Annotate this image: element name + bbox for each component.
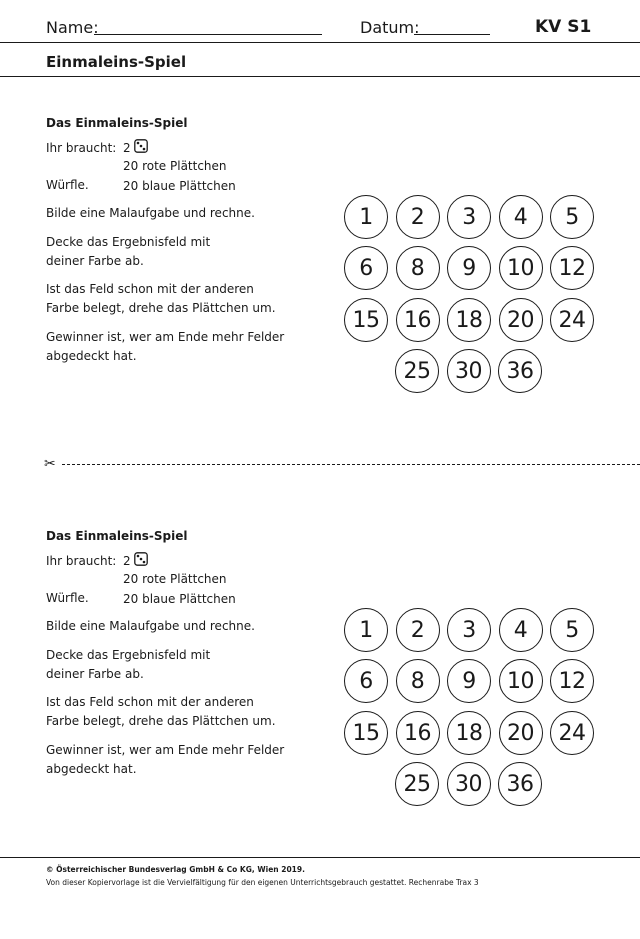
material-item: 20 rote Plättchen (123, 572, 227, 586)
instruction-line: Ist das Feld schon mit der anderen (46, 695, 254, 709)
materials-list (123, 570, 236, 609)
footer-rule (0, 857, 640, 858)
instruction-line: Gewinner ist, wer am Ende mehr Felder (46, 330, 285, 344)
board-field[interactable]: 24 (550, 298, 594, 342)
section-title: Das Einmaleins-Spiel (46, 529, 188, 543)
board-field[interactable]: 8 (396, 246, 440, 290)
board-field[interactable]: 9 (447, 659, 491, 703)
board-field[interactable]: 30 (447, 762, 491, 806)
instruction-line: Farbe belegt, drehe das Plättchen um. (46, 714, 276, 728)
board-field[interactable]: 24 (550, 711, 594, 755)
instruction-step (46, 589, 89, 608)
instruction-step (46, 693, 276, 731)
board-field[interactable]: 5 (550, 608, 594, 652)
die-three-icon (134, 552, 148, 566)
board-field[interactable]: 30 (447, 349, 491, 393)
instruction-step (46, 233, 210, 271)
material-item: 20 blaue Plättchen (123, 591, 236, 606)
instruction-line: Farbe belegt, drehe das Plättchen um. (46, 301, 276, 315)
date-label: Datum: (360, 18, 420, 37)
need-count: 2 (123, 141, 131, 155)
board-field[interactable]: 9 (447, 246, 491, 290)
worksheet-code: KV S1 (535, 17, 592, 37)
board-field[interactable]: 8 (396, 659, 440, 703)
board-field[interactable]: 1 (344, 608, 388, 652)
instruction-line: Ist das Feld schon mit der anderen (46, 282, 254, 296)
board-field[interactable]: 16 (396, 711, 440, 755)
instruction-step (46, 176, 89, 195)
board-field[interactable]: 18 (447, 711, 491, 755)
instruction-step (46, 204, 255, 223)
board-field[interactable]: 16 (396, 298, 440, 342)
need-label: Ihr braucht: (46, 554, 117, 568)
board-field[interactable]: 20 (499, 298, 543, 342)
cut-line (62, 464, 640, 465)
instruction-line: Decke das Ergebnisfeld mit (46, 235, 211, 249)
die-three-icon (134, 139, 148, 153)
board-field[interactable]: 3 (447, 195, 491, 239)
instruction-step (46, 328, 284, 366)
board-field[interactable]: 10 (499, 659, 543, 703)
instruction-line: deiner Farbe ab. (46, 254, 144, 268)
materials-list (123, 157, 236, 196)
instruction-line: Würfle. (46, 178, 89, 192)
section-title: Das Einmaleins-Spiel (46, 116, 188, 130)
need-count: 2 (123, 554, 131, 568)
board-field[interactable]: 6 (344, 246, 388, 290)
board-field[interactable]: 36 (498, 762, 542, 806)
board-field[interactable]: 2 (396, 195, 440, 239)
page-title: Einmaleins-Spiel (46, 53, 187, 71)
board-field[interactable]: 15 (344, 298, 388, 342)
instruction-line: Würfle. (46, 591, 89, 605)
board-field[interactable]: 2 (396, 608, 440, 652)
board-field[interactable]: 15 (344, 711, 388, 755)
material-item: 20 rote Plättchen (123, 159, 227, 173)
instruction-line: abgedeckt hat. (46, 762, 137, 776)
board-field[interactable]: 6 (344, 659, 388, 703)
title-rule (0, 76, 640, 77)
footer-note: Von dieser Kopiervorlage ist die Vervielfältigung für den eigenen Unterrichtsgebrauch gestattet. Rechenrabe Trax 3 (46, 878, 479, 887)
instruction-line: Bilde eine Malaufgabe und rechne. (46, 206, 255, 220)
board-field[interactable]: 12 (550, 659, 594, 703)
board-field[interactable]: 5 (550, 195, 594, 239)
board-field[interactable]: 25 (395, 349, 439, 393)
board-field[interactable]: 18 (447, 298, 491, 342)
instruction-step (46, 280, 276, 318)
board-field[interactable]: 10 (499, 246, 543, 290)
board-field[interactable]: 4 (499, 195, 543, 239)
need-label: Ihr braucht: (46, 141, 117, 155)
footer-copyright: © Österreichischer Bundesverlag GmbH & Co KG, Wien 2019. (46, 865, 305, 874)
board-field[interactable]: 20 (499, 711, 543, 755)
instruction-line: Bilde eine Malaufgabe und rechne. (46, 619, 255, 633)
board-field[interactable]: 4 (499, 608, 543, 652)
instruction-step (46, 617, 255, 636)
board-field[interactable]: 3 (447, 608, 491, 652)
instruction-line: Decke das Ergebnisfeld mit (46, 648, 211, 662)
name-field[interactable] (94, 34, 322, 35)
board-field[interactable]: 25 (395, 762, 439, 806)
instruction-step (46, 741, 284, 779)
name-label: Name: (46, 18, 99, 37)
instruction-step (46, 646, 210, 684)
date-field[interactable] (414, 34, 490, 35)
instruction-line: abgedeckt hat. (46, 349, 137, 363)
instruction-line: Gewinner ist, wer am Ende mehr Felder (46, 743, 285, 757)
header-rule (0, 42, 640, 43)
material-item: 20 blaue Plättchen (123, 178, 236, 193)
board-field[interactable]: 36 (498, 349, 542, 393)
instruction-line: deiner Farbe ab. (46, 667, 144, 681)
board-field[interactable]: 12 (550, 246, 594, 290)
scissors-icon: ✂ (44, 456, 56, 472)
board-field[interactable]: 1 (344, 195, 388, 239)
